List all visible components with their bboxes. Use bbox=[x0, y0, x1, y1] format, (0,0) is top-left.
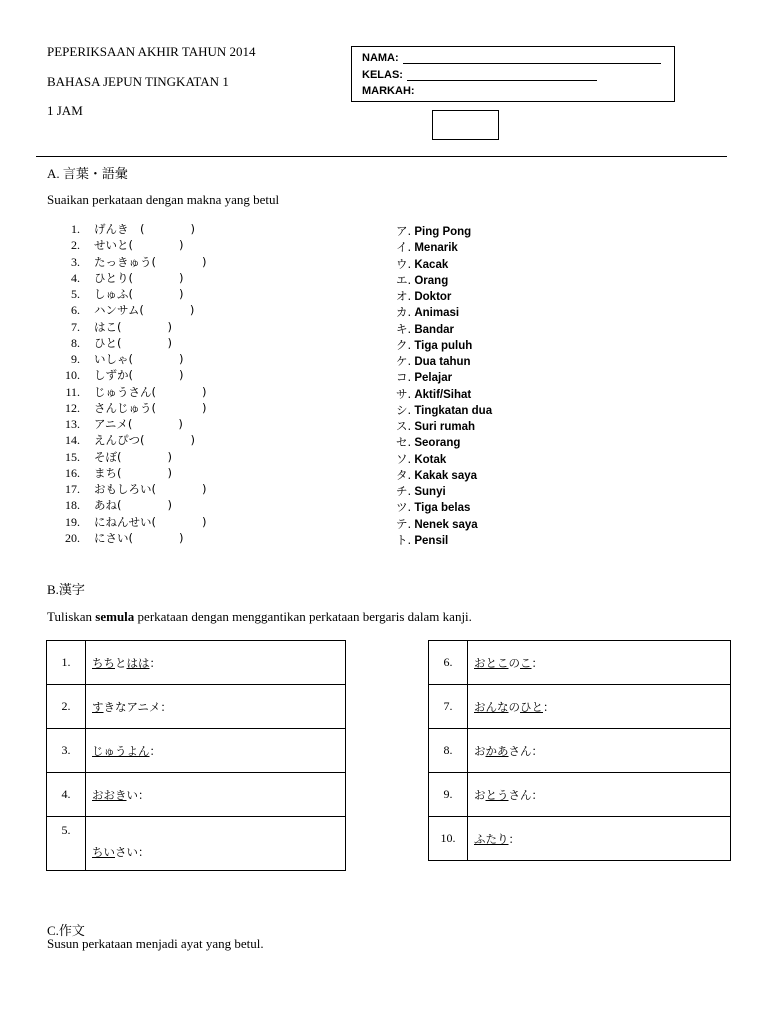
underlined-word: ひと bbox=[520, 699, 543, 714]
answer-key: ア. bbox=[396, 224, 412, 238]
kanji-answer-cell[interactable] bbox=[468, 817, 731, 861]
plain-text: お bbox=[474, 743, 486, 758]
answer-item bbox=[396, 353, 471, 369]
answer-key: キ. bbox=[396, 321, 412, 336]
question-word: そぼ( ) bbox=[94, 449, 172, 464]
markah-field bbox=[362, 85, 415, 97]
kanji-row-number: 7. bbox=[429, 685, 468, 729]
question-number: 16. bbox=[65, 465, 80, 480]
answer-item bbox=[396, 321, 454, 337]
question-item[interactable] bbox=[60, 319, 172, 335]
question-item[interactable] bbox=[60, 335, 172, 351]
section-a-title: A. 言葉・語彙 bbox=[47, 166, 128, 181]
markah-label: MARKAH: bbox=[362, 85, 415, 97]
question-word: にねんせい( ) bbox=[94, 514, 207, 529]
kanji-row-number: 4. bbox=[47, 773, 86, 817]
question-item[interactable] bbox=[60, 351, 183, 367]
answer-item bbox=[396, 451, 446, 467]
question-word: えんぴつ( ) bbox=[94, 433, 195, 448]
question-number: 2. bbox=[71, 238, 80, 253]
question-item[interactable] bbox=[60, 416, 183, 432]
answer-key: ウ. bbox=[396, 256, 412, 271]
question-number: 7. bbox=[71, 319, 80, 334]
answer-item bbox=[396, 304, 459, 320]
header-divider bbox=[36, 156, 727, 157]
kanji-row-number: 3. bbox=[47, 729, 86, 773]
answer-meaning: Kakak saya bbox=[411, 469, 478, 482]
kanji-row bbox=[429, 729, 731, 773]
answer-key: テ. bbox=[396, 516, 412, 531]
question-word: げんき ( ) bbox=[94, 222, 195, 236]
question-word: せいと( ) bbox=[94, 238, 184, 253]
answer-meaning: Seorang bbox=[411, 437, 461, 450]
question-number: 6. bbox=[71, 303, 80, 318]
question-word: あね( ) bbox=[94, 498, 172, 513]
question-word: しずか( ) bbox=[94, 368, 184, 383]
question-item[interactable] bbox=[60, 530, 183, 546]
question-item[interactable] bbox=[60, 367, 183, 383]
kanji-row-number: 1. bbox=[47, 641, 86, 685]
kanji-answer-cell[interactable] bbox=[468, 773, 731, 817]
kanji-row-number: 6. bbox=[429, 641, 468, 685]
kanji-row-number: 10. bbox=[429, 817, 468, 861]
answer-key: ス. bbox=[396, 419, 412, 433]
question-item[interactable] bbox=[60, 237, 183, 253]
question-word: しゅふ( ) bbox=[94, 287, 184, 301]
answer-key: カ. bbox=[396, 305, 412, 320]
kelas-label: KELAS: bbox=[362, 69, 403, 81]
answer-meaning: Tingkatan dua bbox=[411, 404, 493, 417]
answer-key: オ. bbox=[396, 289, 412, 303]
answer-key: ト. bbox=[396, 532, 412, 547]
section-c-instruction: Susun perkataan menjadi ayat yang betul. bbox=[47, 936, 264, 951]
question-number: 13. bbox=[65, 417, 80, 431]
answer-item bbox=[396, 288, 451, 304]
answer-key: タ. bbox=[396, 467, 412, 482]
answer-item bbox=[396, 337, 472, 353]
question-number: 9. bbox=[71, 352, 80, 366]
answer-key: ソ. bbox=[396, 451, 412, 466]
instruction-post: perkataan dengan menggantikan perkataan bergaris dalam kanji. bbox=[134, 609, 472, 624]
answer-meaning: Kotak bbox=[411, 453, 447, 466]
question-item[interactable] bbox=[60, 384, 206, 400]
underlined-word: はは bbox=[126, 655, 150, 670]
answer-key: チ. bbox=[396, 484, 412, 498]
kanji-answer-cell[interactable] bbox=[468, 641, 731, 685]
section-b-title: B.漢字 bbox=[47, 582, 85, 597]
plain-text: い： bbox=[126, 787, 150, 802]
answer-meaning: Pelajar bbox=[411, 372, 453, 385]
plain-text: ： bbox=[508, 831, 520, 846]
underlined-word: おとこ bbox=[474, 655, 509, 670]
section-b-instruction bbox=[47, 609, 472, 625]
underlined-word: じゅうよん bbox=[92, 743, 150, 758]
question-word: ひとり( ) bbox=[94, 270, 184, 285]
question-word: たっきゅう( ) bbox=[94, 254, 207, 269]
kanji-answer-cell[interactable] bbox=[468, 729, 731, 773]
kanji-row-number: 5. bbox=[47, 817, 86, 871]
question-item[interactable] bbox=[60, 400, 206, 416]
question-item[interactable] bbox=[60, 432, 195, 448]
question-number: 3. bbox=[71, 254, 80, 269]
kanji-table-right bbox=[428, 640, 731, 861]
question-item[interactable] bbox=[60, 497, 172, 513]
kanji-row bbox=[429, 685, 731, 729]
section-c-title: C.作文 bbox=[47, 923, 85, 938]
plain-text: ： bbox=[149, 655, 161, 670]
underlined-word: ちち bbox=[92, 655, 115, 670]
instruction-pre: Tuliskan bbox=[47, 609, 96, 624]
answer-item bbox=[396, 272, 448, 288]
answer-meaning: Animasi bbox=[411, 307, 460, 320]
exam-duration: 1 JAM bbox=[47, 103, 83, 118]
underlined-word: おおき bbox=[92, 787, 127, 802]
question-item[interactable] bbox=[60, 449, 172, 465]
kanji-row bbox=[47, 773, 346, 817]
kanji-answer-cell[interactable] bbox=[86, 773, 346, 817]
kanji-answer-cell[interactable] bbox=[468, 685, 731, 729]
answer-meaning: Orang bbox=[411, 274, 449, 287]
kanji-answer-cell[interactable] bbox=[86, 817, 346, 871]
plain-text: きなアニメ： bbox=[103, 699, 172, 714]
kanji-table-left bbox=[46, 640, 346, 871]
kanji-row-number: 2. bbox=[47, 685, 86, 729]
question-item[interactable] bbox=[60, 481, 206, 497]
question-number: 8. bbox=[71, 335, 80, 350]
underlined-word: ちい bbox=[92, 845, 115, 859]
kanji-row bbox=[47, 817, 346, 871]
kanji-row bbox=[429, 773, 731, 817]
answer-key: サ. bbox=[396, 386, 412, 401]
kelas-line bbox=[407, 69, 597, 81]
question-number: 1. bbox=[71, 222, 80, 236]
kanji-row bbox=[429, 641, 731, 685]
answer-meaning: Doktor bbox=[411, 291, 452, 303]
answer-key: コ. bbox=[396, 370, 412, 385]
answer-key: シ. bbox=[396, 402, 412, 417]
question-word: ハンサム( ) bbox=[94, 303, 195, 318]
question-item[interactable] bbox=[60, 465, 172, 481]
answer-item bbox=[396, 532, 448, 548]
question-word: まち( ) bbox=[94, 465, 172, 480]
answer-item bbox=[396, 369, 452, 385]
marks-box[interactable] bbox=[432, 110, 499, 140]
plain-text: の bbox=[508, 655, 520, 670]
question-number: 12. bbox=[65, 400, 80, 415]
question-item[interactable] bbox=[60, 514, 206, 530]
question-item[interactable] bbox=[60, 254, 206, 270]
answer-item bbox=[396, 256, 448, 272]
question-number: 17. bbox=[65, 482, 80, 496]
underlined-word: す bbox=[92, 699, 104, 714]
plain-text: ： bbox=[149, 743, 161, 758]
underlined-word: ふたり bbox=[474, 831, 509, 846]
answer-meaning: Dua tahun bbox=[411, 356, 471, 368]
answer-key: イ. bbox=[396, 240, 412, 255]
answer-meaning: Menarik bbox=[411, 242, 458, 255]
answer-meaning: Bandar bbox=[411, 323, 454, 336]
section-a-instruction: Suaikan perkataan dengan makna yang betul bbox=[47, 192, 280, 207]
answer-item bbox=[396, 402, 492, 418]
kanji-row bbox=[429, 817, 731, 861]
question-item[interactable] bbox=[60, 302, 194, 318]
question-word: じゅうさん( ) bbox=[94, 384, 207, 399]
kanji-row bbox=[47, 729, 346, 773]
answer-meaning: Ping Pong bbox=[411, 226, 472, 238]
answer-item bbox=[396, 499, 470, 515]
kanji-row-number: 8. bbox=[429, 729, 468, 773]
question-number: 10. bbox=[65, 368, 80, 383]
answer-item bbox=[396, 467, 477, 483]
question-item[interactable] bbox=[60, 221, 195, 237]
question-word: アニメ( ) bbox=[94, 417, 183, 431]
question-item[interactable] bbox=[60, 270, 183, 286]
kanji-answer-cell[interactable] bbox=[86, 729, 346, 773]
answer-item bbox=[396, 418, 475, 434]
question-word: さんじゅう( ) bbox=[94, 400, 207, 415]
question-number: 5. bbox=[71, 287, 80, 301]
question-number: 14. bbox=[65, 433, 80, 448]
exam-title: PEPERIKSAAN AKHIR TAHUN 2014 bbox=[47, 44, 256, 59]
plain-text: ： bbox=[543, 699, 555, 714]
question-number: 18. bbox=[65, 498, 80, 513]
kanji-row bbox=[47, 685, 346, 729]
underlined-word: おんな bbox=[474, 699, 509, 714]
kanji-answer-cell[interactable] bbox=[86, 685, 346, 729]
answer-key: ツ. bbox=[396, 500, 412, 515]
answer-meaning: Tiga puluh bbox=[411, 339, 473, 352]
plain-text: と bbox=[115, 655, 127, 670]
answer-item bbox=[396, 516, 478, 532]
answer-meaning: Aktif/Sihat bbox=[411, 388, 472, 401]
underlined-word: こ bbox=[520, 655, 532, 670]
answer-key: ケ. bbox=[396, 354, 412, 368]
question-item[interactable] bbox=[60, 286, 183, 302]
question-word: ひと( ) bbox=[94, 335, 172, 350]
kanji-row-number: 9. bbox=[429, 773, 468, 817]
answer-item bbox=[396, 386, 471, 402]
question-word: おもしろい( ) bbox=[94, 482, 207, 496]
kanji-answer-cell[interactable] bbox=[86, 641, 346, 685]
instruction-bold: semula bbox=[95, 609, 135, 624]
nama-label: NAMA: bbox=[362, 52, 399, 64]
answer-key: セ. bbox=[396, 435, 412, 450]
plain-text: の bbox=[508, 699, 520, 714]
answer-key: ク. bbox=[396, 337, 412, 352]
question-number: 19. bbox=[65, 514, 80, 529]
question-word: はこ( ) bbox=[94, 319, 172, 334]
answer-meaning: Tiga belas bbox=[411, 502, 471, 515]
question-number: 20. bbox=[65, 530, 80, 545]
plain-text: さん： bbox=[508, 743, 543, 758]
question-number: 11. bbox=[65, 384, 80, 399]
answer-meaning: Kacak bbox=[411, 258, 449, 271]
nama-line bbox=[403, 52, 661, 64]
answer-meaning: Sunyi bbox=[411, 486, 446, 498]
answer-item bbox=[396, 434, 460, 450]
answer-key: エ. bbox=[396, 272, 412, 287]
plain-text: お bbox=[474, 787, 486, 802]
kelas-field[interactable] bbox=[362, 69, 597, 81]
answer-item bbox=[396, 483, 446, 499]
plain-text: ： bbox=[531, 655, 543, 670]
question-number: 4. bbox=[71, 270, 80, 285]
plain-text: さん： bbox=[508, 787, 543, 802]
underlined-word: とう bbox=[485, 787, 509, 802]
nama-field[interactable] bbox=[362, 52, 661, 64]
kanji-row bbox=[47, 641, 346, 685]
question-number: 15. bbox=[65, 449, 80, 464]
question-word: にさい( ) bbox=[94, 530, 184, 545]
answer-item bbox=[396, 239, 458, 255]
answer-meaning: Nenek saya bbox=[411, 518, 478, 531]
subject-title: BAHASA JEPUN TINGKATAN 1 bbox=[47, 74, 229, 89]
answer-item bbox=[396, 223, 471, 239]
answer-meaning: Suri rumah bbox=[411, 421, 476, 433]
question-word: いしゃ( ) bbox=[94, 352, 184, 366]
answer-meaning: Pensil bbox=[411, 534, 449, 547]
student-info-box bbox=[351, 46, 675, 102]
underlined-word: かあ bbox=[485, 743, 509, 758]
plain-text: さい： bbox=[115, 845, 150, 859]
